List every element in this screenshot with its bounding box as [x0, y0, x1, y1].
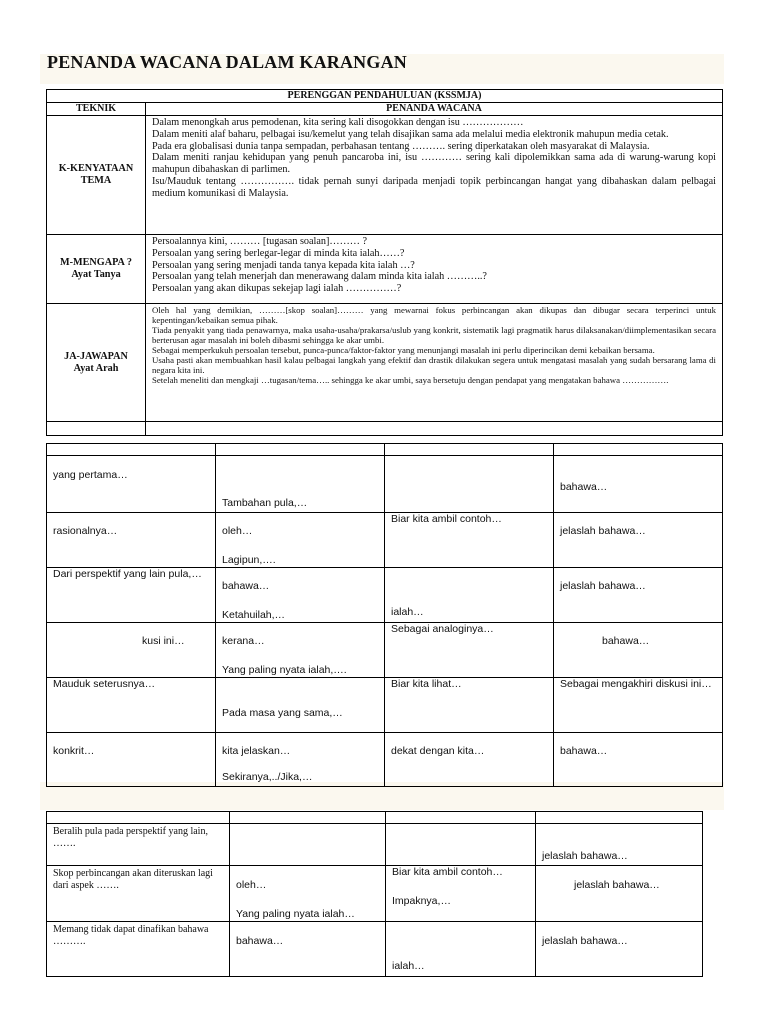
teknik-mengapa: M-MENGAPA ? Ayat Tanya	[47, 235, 146, 304]
phrase-line: Tiada penyakit yang tiada penawarnya, maka usaha-usaha/prakarsa/uslub yang konkrit, sistematik lagi pragmatik harus dilaksanakan/diimplementasikan secara berterusan agar masalah ini boleh dibasmi sehingga ke akar umbi.	[152, 325, 716, 345]
empty-cell	[146, 422, 723, 436]
table-cell: yang pertama…	[47, 456, 216, 513]
table-cell: Biar kita ambil contoh… Impaknya,…	[386, 866, 536, 922]
connector-table-2	[46, 811, 703, 977]
phrase-line: Persoalan yang telah menerjah dan menerawang dalam minda kita ialah ………..?	[152, 271, 487, 283]
table-caption: PERENGGAN PENDAHULUAN (KSSMJA)	[47, 90, 723, 103]
empty-cell	[386, 812, 536, 824]
table-cell: dekat dengan kita…	[385, 733, 554, 787]
phrase-line: Isu/Mauduk tentang ……………. tidak pernah sunyi daripada menjadi topik perbincangan hangat yang dibahaskan dalam pelbagai medium komunikasi di Malaysia.	[152, 175, 716, 199]
empty-cell	[47, 444, 216, 456]
table-cell: Biar kita lihat…	[385, 678, 554, 733]
phrase-line: Dalam menongkah arus pemodenan, kita sering kali disogokkan dengan isu ………………	[152, 117, 524, 128]
empty-cell	[47, 812, 230, 824]
table-cell: Pada masa yang sama,…	[216, 678, 385, 733]
connector-table-1	[46, 443, 723, 787]
phrase-line: Persoalan yang akan dikupas sekejap lagi ialah ……………?	[152, 283, 402, 295]
table-cell: ialah…	[386, 922, 536, 977]
table-cell: jelaslah bahawa…	[554, 513, 723, 568]
empty-cell	[230, 812, 386, 824]
table-cell: Mauduk seterusnya…	[47, 678, 216, 733]
phrase-line: Oleh hal yang demikian, ………[skop soalan]……… yang mewarnai fokus perbincangan akan dikupas dan dibugar secara terperinci untuk kepentingan/kebaikan semua pihak.	[152, 305, 716, 325]
empty-cell	[47, 422, 146, 436]
table-cell: jelaslah bahawa…	[554, 568, 723, 623]
table-cell: Sebagai analoginya…	[385, 623, 554, 678]
phrase-line: Sebagai memperkukuh persoalan tersebut, punca-punca/faktor-faktor yang menunjangi masalah ini perlu diperincikan demi kebaikan bersama.	[152, 345, 655, 355]
empty-cell	[554, 444, 723, 456]
table-cell: bahawa… Ketahuilah,…	[216, 568, 385, 623]
empty-cell	[386, 824, 536, 866]
intro-table	[46, 89, 723, 436]
penanda-jawapan	[146, 304, 723, 422]
table-cell: Memang tidak dapat dinafikan bahawa ……….	[47, 922, 230, 977]
table-cell: ialah…	[385, 568, 554, 623]
table-cell: Tambahan pula,…	[216, 456, 385, 513]
table-cell: kusi ini…	[47, 623, 216, 678]
empty-cell	[385, 444, 554, 456]
table-cell: bahawa…	[554, 456, 723, 513]
table-cell: Skop perbincangan akan diteruskan lagi dari aspek …….	[47, 866, 230, 922]
phrase-line: Persoalan yang sering berlegar-legar di minda kita ialah……?	[152, 247, 405, 259]
teknik-kenyataan: K-KENYATAAN TEMA	[47, 116, 146, 235]
table-cell: bahawa…	[230, 922, 386, 977]
empty-cell	[536, 812, 703, 824]
empty-cell	[385, 456, 554, 513]
table-cell: rasionalnya…	[47, 513, 216, 568]
page-title: PENANDA WACANA DALAM KARANGAN	[47, 52, 407, 72]
empty-cell	[216, 444, 385, 456]
table-cell: bahawa…	[554, 733, 723, 787]
penanda-mengapa	[146, 235, 723, 304]
phrase-line: Pada era globalisasi dunia tanpa sempadan, perbahasan tentang ………. sering diperkatakan oleh masyarakat di Malaysia.	[152, 140, 650, 152]
col-header-teknik: TEKNIK	[47, 103, 146, 116]
table-cell: bahawa…	[554, 623, 723, 678]
phrase-line: Dalam meniti ranjau kehidupan yang penuh pancaroba ini, isu ………… sering kali dipolemikkan sama ada di warung-warung kopi mahupun dibahaskan di parlimen.	[152, 152, 716, 176]
teknik-jawapan: JA-JAWAPAN Ayat Arah	[47, 304, 146, 422]
table-cell: oleh… Yang paling nyata ialah…	[230, 866, 386, 922]
table-cell: kerana… Yang paling nyata ialah,….	[216, 623, 385, 678]
empty-cell	[230, 824, 386, 866]
table-cell: jelaslah bahawa…	[536, 866, 703, 922]
col-header-penanda: PENANDA WACANA	[146, 103, 723, 116]
penanda-kenyataan	[146, 116, 723, 235]
phrase-line: Dalam meniti alaf baharu, pelbagai isu/kemelut yang telah disajikan sama ada melalui media elektronik mahupun media cetak.	[152, 128, 669, 140]
phrase-line: Setelah meneliti dan mengkaji …tugasan/tema….. sehingga ke akar umbi, saya bersetuju dengan pendapat yang mengatakan bahawa …………….	[152, 375, 669, 385]
table-cell: jelaslah bahawa…	[536, 824, 703, 866]
table-cell: jelaslah bahawa…	[536, 922, 703, 977]
table-cell: Beralih pula pada perspektif yang lain, …….	[47, 824, 230, 866]
table-cell: kita jelaskan… Sekiranya,../Jika,…	[216, 733, 385, 787]
table-cell: oleh… Lagipun,….	[216, 513, 385, 568]
phrase-line: Persoalan yang sering menjadi tanda tanya kepada kita ialah …?	[152, 259, 415, 271]
phrase-line: Usaha pasti akan membuahkan hasil kalau pelbagai langkah yang efektif dan drastik dilakukan segera untuk mengatasi masalah yang sudah bersarang lama di negara kita ini.	[152, 355, 716, 375]
table-cell: konkrit…	[47, 733, 216, 787]
table-cell: Dari perspektif yang lain pula,…	[47, 568, 216, 623]
table-cell: Biar kita ambil contoh…	[385, 513, 554, 568]
phrase-line: Persoalannya kini, ……… [tugasan soalan]……… ?	[152, 236, 368, 247]
table-cell: Sebagai mengakhiri diskusi ini…	[554, 678, 723, 733]
